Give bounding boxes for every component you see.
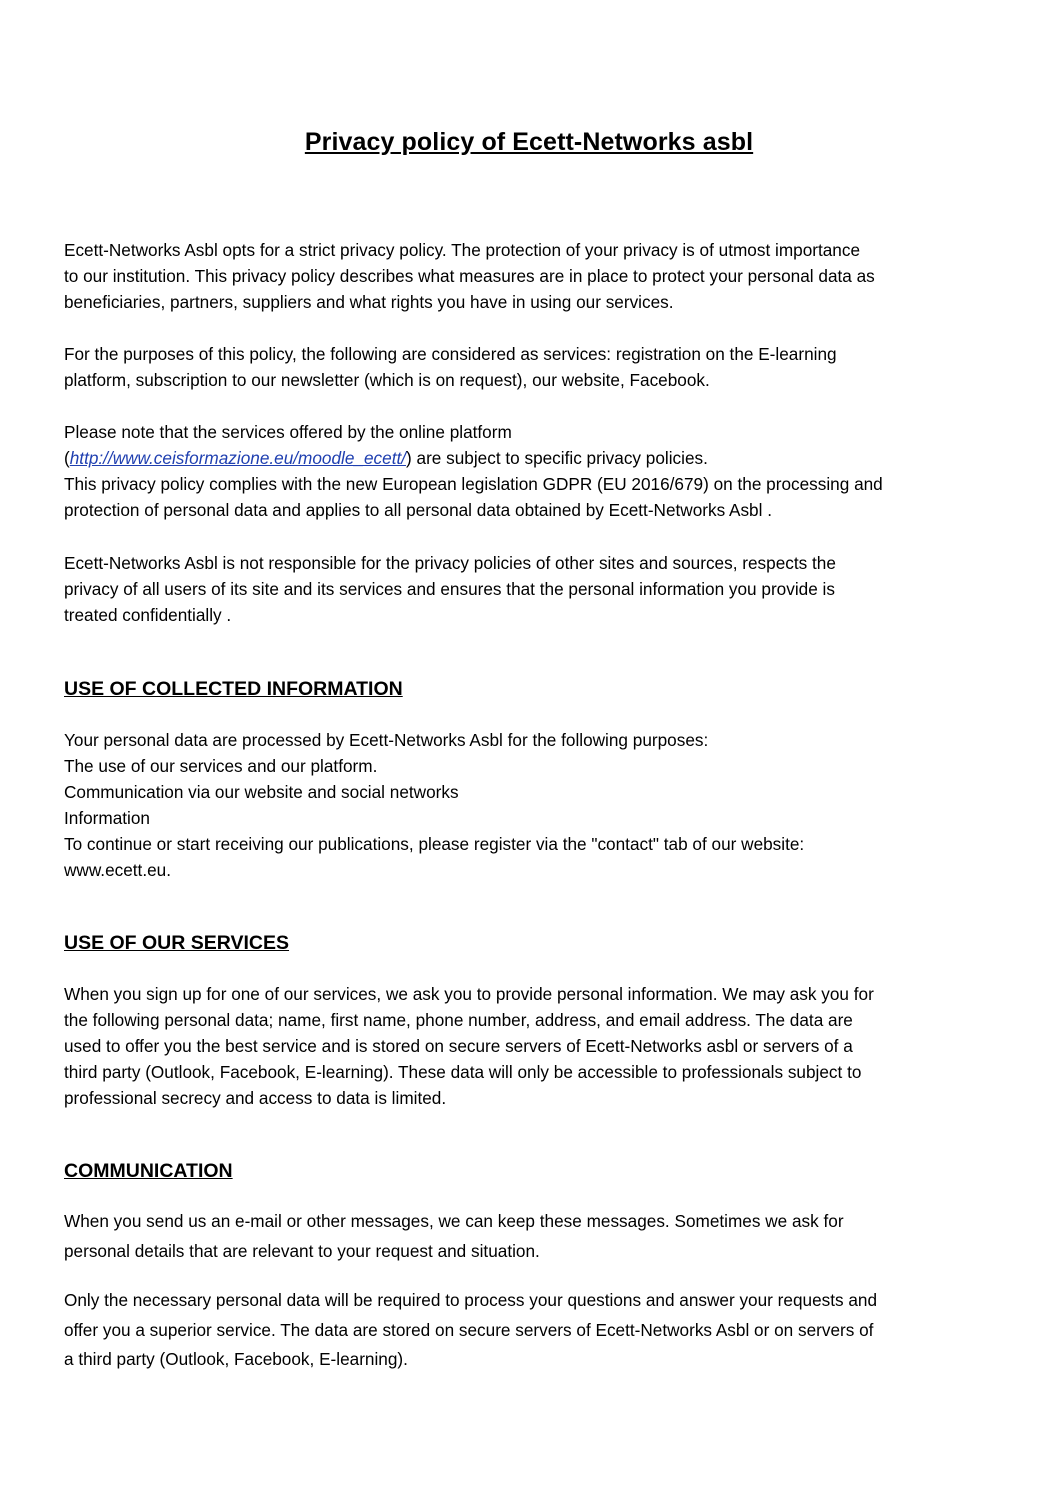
responsibility-line: treated confidentially . <box>64 605 232 625</box>
our-services-line: the following personal data; name, first name, phone number, address, and email address. The data are <box>64 1010 853 1030</box>
link-open-paren: ( <box>64 448 70 468</box>
intro-line: Ecett-Networks Asbl opts for a strict privacy policy. The protection of your privacy is of utmost importance <box>64 240 861 260</box>
responsibility-line: Ecett-Networks Asbl is not responsible for the privacy policies of other sites and sources, respects the <box>64 553 836 573</box>
intro-line: beneficiaries, partners, suppliers and what rights you have in using our services. <box>64 292 674 312</box>
platform-note-link-line <box>64 445 999 471</box>
communication-paragraph-2 <box>64 1286 999 1375</box>
collected-information-line: To continue or start receiving our publications, please register via the "contact" tab of our website: <box>64 834 805 854</box>
platform-note-line: Please note that the services offered by the online platform <box>64 422 512 442</box>
collected-information-line: Information <box>64 808 150 828</box>
communication-line: When you send us an e-mail or other messages, we can keep these messages. Sometimes we ask for <box>64 1211 844 1231</box>
section-heading-communication: COMMUNICATION <box>64 1160 233 1182</box>
section-heading-our-services: USE OF OUR SERVICES <box>64 932 290 954</box>
collected-information-line: Your personal data are processed by Ecett-Networks Asbl for the following purposes: <box>64 730 709 750</box>
link-trailing-text: ) are subject to specific privacy policies. <box>406 448 708 468</box>
platform-note-paragraph <box>64 419 999 523</box>
platform-note-line: This privacy policy complies with the new European legislation GDPR (EU 2016/679) on the processing and <box>64 474 883 494</box>
intro-line: to our institution. This privacy policy describes what measures are in place to protect your personal data as <box>64 266 875 286</box>
communication-line: offer you a superior service. The data are stored on secure servers of Ecett-Networks Asbl or on servers of <box>64 1319 874 1340</box>
services-definition-paragraph <box>64 341 999 393</box>
collected-information-paragraph <box>64 727 999 883</box>
our-services-line: professional secrecy and access to data is limited. <box>64 1088 447 1108</box>
communication-line: personal details that are relevant to your request and situation. <box>64 1240 540 1261</box>
services-definition-line: For the purposes of this policy, the following are considered as services: registration on the E-learning <box>64 344 837 364</box>
moodle-platform-link[interactable]: http://www.ceisformazione.eu/moodle_ecett/ <box>69 448 407 468</box>
our-services-line: third party (Outlook, Facebook, E-learning). These data will only be accessible to professionals subject to <box>64 1062 862 1082</box>
intro-paragraph <box>64 237 999 315</box>
collected-information-line: The use of our services and our platform. <box>64 756 378 776</box>
communication-line: Only the necessary personal data will be required to process your questions and answer your requests and <box>64 1290 878 1310</box>
our-services-paragraph <box>64 981 999 1111</box>
communication-paragraph-1 <box>64 1207 999 1266</box>
services-definition-line: platform, subscription to our newsletter (which is on request), our website, Facebook. <box>64 370 710 390</box>
section-heading-collected-information: USE OF COLLECTED INFORMATION <box>64 678 403 700</box>
document-title: Privacy policy of Ecett-Networks asbl <box>304 128 754 156</box>
platform-note-line: protection of personal data and applies to all personal data obtained by Ecett-Networks Asbl . <box>64 500 772 520</box>
collected-information-line: www.ecett.eu. <box>64 860 171 880</box>
communication-line: a third party (Outlook, Facebook, E-learning). <box>64 1349 408 1369</box>
our-services-line: used to offer you the best service and is stored on secure servers of Ecett-Networks asbl or servers of a <box>64 1036 853 1056</box>
responsibility-paragraph <box>64 550 999 628</box>
responsibility-line: privacy of all users of its site and its services and ensures that the personal information you provide is <box>64 579 835 599</box>
collected-information-line: Communication via our website and social networks <box>64 782 459 802</box>
our-services-line: When you sign up for one of our services, we ask you to provide personal information. We may ask you for <box>64 984 874 1004</box>
